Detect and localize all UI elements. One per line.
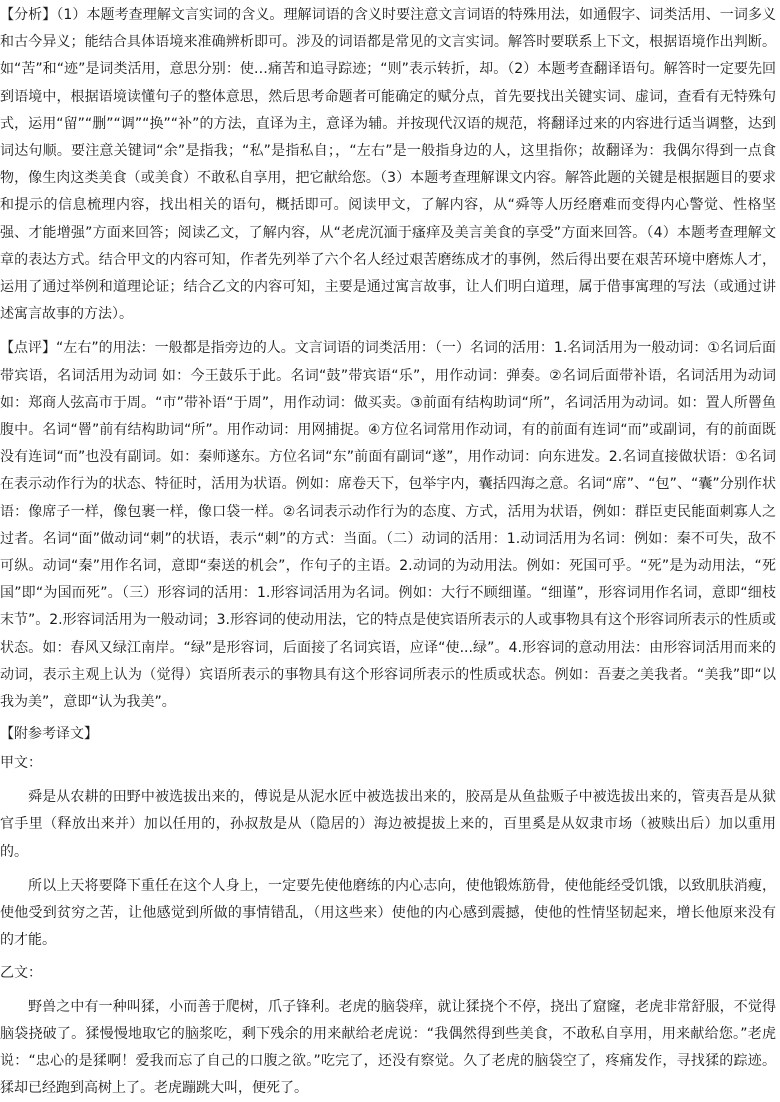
spacer — [0, 984, 776, 994]
spacer — [0, 955, 776, 962]
comment-label: 【点评】 — [0, 340, 56, 356]
analysis-paragraph — [0, 2, 776, 328]
spacer — [0, 866, 776, 873]
reference-heading: 【附参考译文】 — [0, 723, 776, 745]
spacer — [0, 716, 776, 723]
spacer — [0, 745, 776, 752]
yi-label: 乙文： — [0, 962, 776, 984]
analysis-text: （1）本题考查理解文言实词的含义。理解词语的含义时要注意文言词语的特殊用法，如通假字、词类活用、一词多义和古今异义；能结合具体语境来准确辨析即可。涉及的词语都是常见的文言实词。解答时要联系上下文，根据语境作出判断。如“苦”和“迹”是词类活用，意思分别：使…痛苦和追寻踪迹；“则”表示转折，却。（2）本题考查翻译语句。解答时一定要先回到语境中，根据语境读懂句子的整体意思，然后思考命题者可能确定的赋分点，首先要找出关键实词、虚词，查看有无特殊句式，运用“留”“删”“调”“换”“补”的方法，直译为主，意译为辅。并按现代汉语的规范，将翻译过来的内容进行适当调整，达到词达句顺。要注意关键词“余”是指我；“私”是指私自；，“左右”是一般指身边的人，这里指你；故翻译为：我偶尔得到一点食物，像生肉这类美食（或美食）不敢私自享用，把它献给您。（3）本题考查理解课文内容。解答此题的关键是根据题目的要求和提示的信息梳理内容，找出相关的语句，概括即可。阅读甲文，了解内容，从“舜等人历经磨难而变得内心警觉、性格坚强、才能增强”方面来回答；阅读乙文，了解内容，从“老虎沉湎于瘙痒及美言美食的享受”方面来回答。（4）本题考查理解文章的表达方式。结合甲文的内容可知，作者先列举了六个名人经过艰苦磨练成才的事例，然后得出要在艰苦环境中磨炼人才，运用了通过举例和道理论证；结合乙文的内容可知，主要是通过寓言故事，让人们明白道理，属于借事寓理的写法（或通过讲述寓言故事的方法）。 — [0, 7, 776, 322]
jia-paragraph-2: 所以上天将要降下重任在这个人身上，一定要先使他磨练的内心志向，使他锻炼筋骨，使他能经受饥饿，以致肌肤消瘦，使他受到贫穷之苦，让他感觉到所做的事情错乱，（用这些来）使他的内心感到震撼，使他的性情坚韧起来，增长他原来没有的才能。 — [0, 873, 776, 955]
analysis-label: 【分析】 — [0, 7, 56, 23]
jia-paragraph-1: 舜是从农耕的田野中被选拔出来的，傅说是从泥水匠中被选拔出来的，胶鬲是从鱼盐贩子中被选拔出来的，管夷吾是从狱官手里（释放出来并）加以任用的，孙叔敖是从（隐居的）海边被提拔上来的，百里奚是从奴隶市场（被赎出后）加以重用的。 — [0, 784, 776, 866]
yi-paragraph-1: 野兽之中有一种叫猱，小而善于爬树，爪子锋利。老虎的脑袋痒，就让猱挠个不停，挠出了窟窿，老虎非常舒服，不觉得脑袋挠破了。猱慢慢地取它的脑浆吃，剩下残余的用来献给老虎说：“我偶然得到些美食，不敢私自享用，用来献给您。”老虎说：“忠心的是猱啊！爱我而忘了自己的口腹之欲。”吃完了，还没有察觉。久了老虎的脑袋空了，疼痛发作，寻找猱的踪迹。猱却已经跑到高树上了。老虎蹦跳大叫，便死了。 — [0, 994, 776, 1102]
spacer — [0, 328, 776, 335]
spacer — [0, 774, 776, 784]
jia-label: 甲文： — [0, 752, 776, 774]
comment-text: “左右”的用法：一般都是指旁边的人。文言词语的词类活用：（一）名词的活用：1.名词活用为一般动词：①名词后面带宾语，名词活用为动词 如：今王鼓乐于此。名词“鼓”带宾语“乐”，用作动词：弹奏。②名词后面带补语，名词活用为动词 如：郑商人弦高市于周。“市”带补语“于周”，用作动词：做买卖。③前面有结构助词“所”，名词活用为动词。如：置人所罾鱼腹中。名词“罾”前有结构助词“所”。用作动词：用网捕捉。④方位名词常用作动词，有的前面有连词“而”或副词，有的前面既没有连词“而”也没有副词。如：秦师遂东。方位名词“东”前面有副词“遂”，用作动词：向东进发。2.名词直接做状语：①名词在表示动作行为的状态、特征时，活用为状语。例如：席卷天下，包举宇内，囊括四海之意。名词“席”、“包”、“囊”分别作状语：像席子一样，像包裹一样，像口袋一样。②名词表示动作行为的态度、方式，活用为状语，例如：群臣吏民能面刺寡人之过者。名词“面”做动词“刺”的状语，表示“刺”的方式：当面。（二）动词的活用：1.动词活用为名词：例如：秦不可失，敌不可纵。动词“秦”用作名词，意即“秦送的机会”，作句子的主语。2.动词的为动用法。例如：死国可乎。“死”是为动用法，“死国”即“为国而死”。（三）形容词的活用：1.形容词活用为名词。例如：大行不顾细谨。“细谨”，形容词用作名词，意即“细枝末节”。2.形容词活用为一般动词；3.形容词的使动用法，它的特点是使宾语所表示的人或事物具有这个形容词所表示的性质或状态。如：春风又绿江南岸。“绿”是形容词，后面接了名词宾语，应译“使...绿”。4.形容词的意动用法：由形容词活用而来的动词，表示主观上认为（觉得）宾语所表示的事物具有这个形容词所表示的性质或状态。例如：吾妻之美我者。“美我”即“以我为美”，意即“认为我美”。 — [0, 340, 776, 710]
comment-paragraph — [0, 335, 776, 716]
